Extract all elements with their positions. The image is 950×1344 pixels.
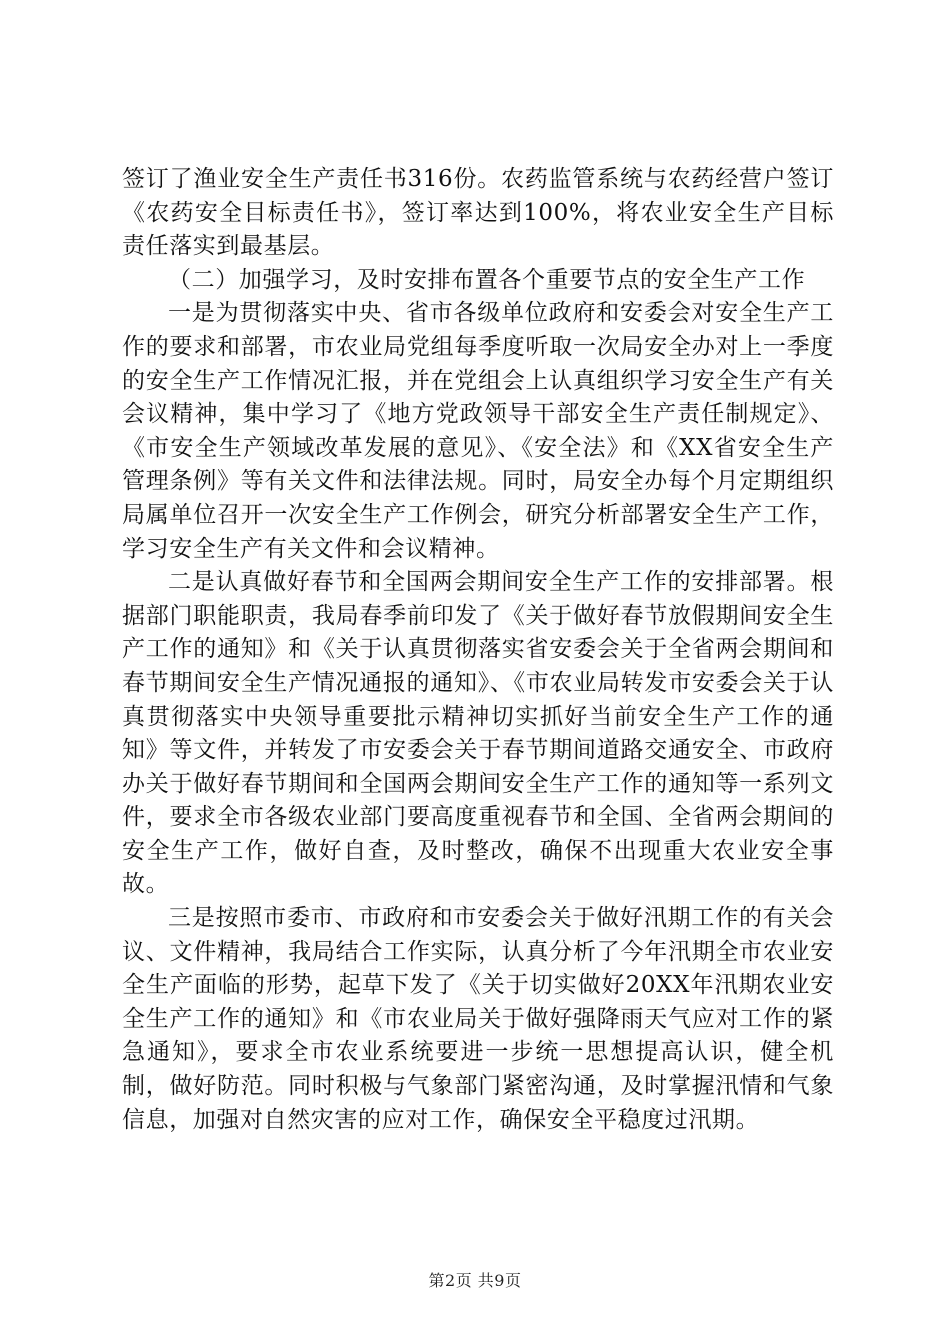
paragraph-spring-festival: 二是认真做好春节和全国两会期间安全生产工作的安排部署。根据部门职能职责，我局春季前印发了《关于做好春节放假期间安全生产工作的通知》和《关于认真贯彻落实省安委会关于全省两会期间和春节期间安全生产情况通报的通知》、《市农业局转发市安委会关于认真贯彻落实中央领导重要批示精神切实抓好当前安全生产工作的通知》等文件，并转发了市安委会关于春节期间道路交通安全、市政府办关于做好春节期间和全国两会期间安全生产工作的通知等一系列文件，要求全市各级农业部门要高度重视春节和全国、全省两会期间的安全生产工作，做好自查，及时整改，确保不出现重大农业安全事故。: [122, 569, 834, 898]
section-heading: （二）加强学习，及时安排布置各个重要节点的安全生产工作: [168, 266, 806, 293]
document-body: [122, 163, 834, 1137]
paragraph-flood-season: 三是按照市委市、市政府和市安委会关于做好汛期工作的有关会议、文件精神，我局结合工作实际，认真分析了今年汛期全市农业安全生产面临的形势，起草下发了《关于切实做好20XX年汛期农业安全生产工作的通知》和《市农业局关于做好强降雨天气应对工作的紧急通知》，要求全市农业系统要进一步统一思想提高认识，健全机制，做好防范。同时积极与气象部门紧密沟通，及时掌握汛情和气象信息，加强对自然灾害的应对工作，确保安全平稳度过汛期。: [122, 905, 834, 1133]
paragraph-continuation: 签订了渔业安全生产责任书316份。农药监管系统与农药经营户签订《农药安全目标责任书》，签订率达到100%，将农业安全生产目标责任落实到最基层。: [122, 166, 834, 260]
page-number-footer: 第2页 共9页: [428, 1271, 522, 1290]
paragraph-study: 一是为贯彻落实中央、省市各级单位政府和安委会对安全生产工作的要求和部署，市农业局党组每季度听取一次局安全办对上一季度的安全生产工作情况汇报，并在党组会上认真组织学习安全生产有关会议精神，集中学习了《地方党政领导干部安全生产责任制规定》、《市安全生产领域改革发展的意见》、《安全法》和《XX省安全生产管理条例》等有关文件和法律法规。同时，局安全办每个月定期组织局属单位召开一次安全生产工作例会，研究分析部署安全生产工作，学习安全生产有关文件和会议精神。: [122, 300, 834, 562]
